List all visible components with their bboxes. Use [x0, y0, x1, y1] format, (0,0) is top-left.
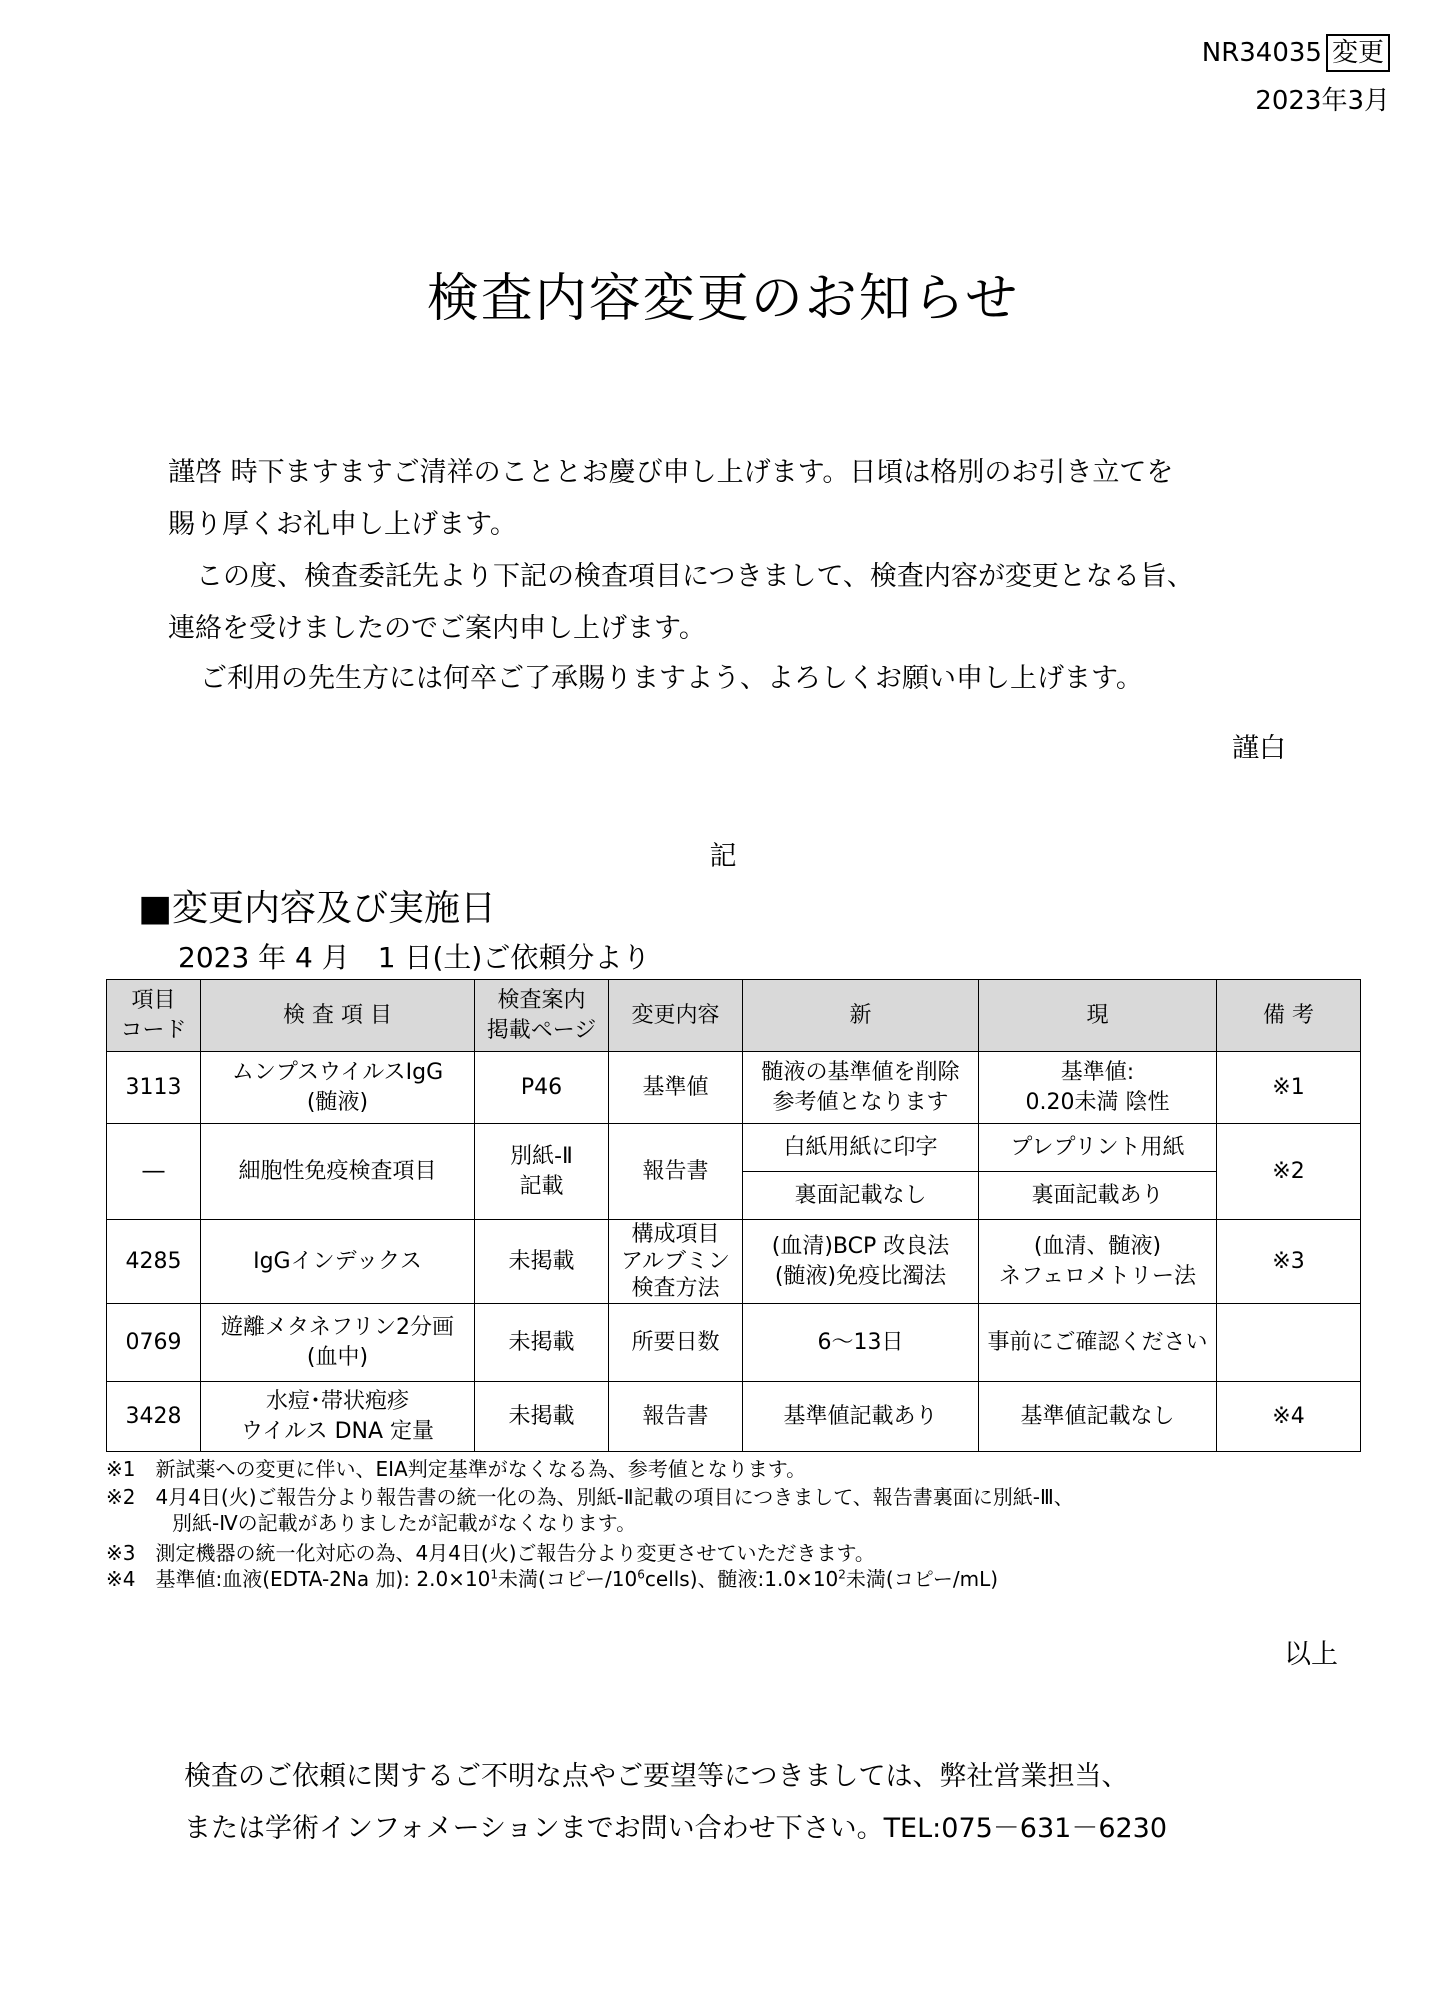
cell-remark: ※4 [1217, 1382, 1361, 1452]
cell-current: (血清、髄液) ネフェロメトリー法 [979, 1220, 1217, 1304]
cell-page: 未掲載 [475, 1220, 609, 1304]
footer-line-2: または学術インフォメーションまでお問い合わせ下さい。TEL:075－631－6230 [184, 1813, 1168, 1844]
document-number-text: NR34035 [1201, 38, 1322, 68]
body-line-5: ご利用の先生方には何卒ご了承賜りますよう、よろしくお願い申し上げます。 [200, 663, 1143, 694]
note-2: ※2 4月4日(火)ご報告分より報告書の統一化の為、別紙-Ⅱ記載の項目につきまして、報告書裏面に別紙-Ⅲ、 [106, 1485, 1074, 1509]
cell-new: 白紙用紙に印字 [743, 1124, 979, 1172]
table-header-row [107, 980, 1361, 1052]
cell-item: 細胞性免疫検査項目 [201, 1124, 475, 1220]
cell-item: IgGインデックス [201, 1220, 475, 1304]
cell-item: 遊離メタネフリン2分画 (血中) [201, 1304, 475, 1382]
cell-page: 未掲載 [475, 1382, 609, 1452]
cell-new: 基準値記載あり [743, 1382, 979, 1452]
cell-code: 3428 [107, 1382, 201, 1452]
cell-page: P46 [475, 1052, 609, 1124]
header-change: 変更内容 [609, 980, 743, 1052]
cell-change: 構成項目 アルブミン 検査方法 [609, 1220, 743, 1304]
table-row [107, 1052, 1361, 1124]
change-badge: 変更 [1326, 34, 1390, 72]
footer-line-1: 検査のご依頼に関するご不明な点やご要望等につきましては、弊社営業担当、 [184, 1761, 1129, 1792]
header-current: 現 [979, 980, 1217, 1052]
cell-item: 水痘･帯状疱疹 ウイルス DNA 定量 [201, 1382, 475, 1452]
cell-current: プレプリント用紙 [979, 1124, 1217, 1172]
cell-new: 髄液の基準値を削除 参考値となります [743, 1052, 979, 1124]
closing-kinpaku: 謹白 [1232, 733, 1286, 764]
header-code: 項目 コード [107, 980, 201, 1052]
cell-new: (血清)BCP 改良法 (髄液)免疫比濁法 [743, 1220, 979, 1304]
header-new: 新 [743, 980, 979, 1052]
ki-marker: 記 [709, 841, 737, 872]
cell-remark: ※3 [1217, 1220, 1361, 1304]
document-date: 2023年3月 [1255, 86, 1390, 116]
header-item: 検 査 項 目 [201, 980, 475, 1052]
cell-remark: ※2 [1217, 1124, 1361, 1220]
cell-current: 裏面記載あり [979, 1172, 1217, 1220]
cell-new: 裏面記載なし [743, 1172, 979, 1220]
cell-change: 所要日数 [609, 1304, 743, 1382]
note-3: ※3 測定機器の統一化対応の為、4月4日(火)ご報告分より変更させていただきます。 [106, 1541, 875, 1565]
cell-remark [1217, 1304, 1361, 1382]
section-title: ■変更内容及び実施日 [138, 888, 497, 929]
body-line-1: 謹啓 時下ますますご清祥のこととお慶び申し上げます。日頃は格別のお引き立てを [168, 457, 1174, 488]
closing-ijou: 以上 [1284, 1639, 1338, 1670]
document-number [1202, 34, 1390, 72]
change-table [106, 979, 1361, 1452]
cell-item: ムンプスウイルスIgG (髄液) [201, 1052, 475, 1124]
body-line-2: 賜り厚くお礼申し上げます。 [168, 509, 517, 540]
cell-remark: ※1 [1217, 1052, 1361, 1124]
cell-page: 未掲載 [475, 1304, 609, 1382]
cell-code: 3113 [107, 1052, 201, 1124]
cell-current: 基準値: 0.20未満 陰性 [979, 1052, 1217, 1124]
note-1: ※1 新試薬への変更に伴い、EIA判定基準がなくなる為、参考値となります。 [106, 1457, 807, 1481]
cell-code: ― [107, 1124, 201, 1220]
page-title: 検査内容変更のお知らせ [426, 269, 1020, 329]
cell-current: 事前にご確認ください [979, 1304, 1217, 1382]
note-2-continued: 別紙-Ⅳの記載がありましたが記載がなくなります。 [172, 1511, 637, 1535]
note-4: ※4 基準値:血液(EDTA-2Na 加): $2.0\times 10^1$未満(コピー$/10^6cells$)、髄液$:1.0\times 10^2$未満(コピー/mL) [106, 1567, 999, 1591]
body-line-3: この度、検査委託先より下記の検査項目につきまして、検査内容が変更となる旨、 [196, 561, 1194, 592]
table-row [107, 1124, 1361, 1172]
table-row [107, 1220, 1361, 1304]
cell-page: 別紙-Ⅱ 記載 [475, 1124, 609, 1220]
table-row [107, 1382, 1361, 1452]
cell-new: 6～13日 [743, 1304, 979, 1382]
implementation-date: 2023 年 4 月 1 日(土)ご依頼分より [178, 941, 651, 974]
cell-code: 4285 [107, 1220, 201, 1304]
header-remarks: 備 考 [1217, 980, 1361, 1052]
cell-change: 基準値 [609, 1052, 743, 1124]
cell-current: 基準値記載なし [979, 1382, 1217, 1452]
table-row [107, 1304, 1361, 1382]
cell-change: 報告書 [609, 1124, 743, 1220]
cell-change: 報告書 [609, 1382, 743, 1452]
header-page: 検査案内 掲載ページ [475, 980, 609, 1052]
cell-code: 0769 [107, 1304, 201, 1382]
body-line-4: 連絡を受けましたのでご案内申し上げます。 [168, 613, 706, 644]
